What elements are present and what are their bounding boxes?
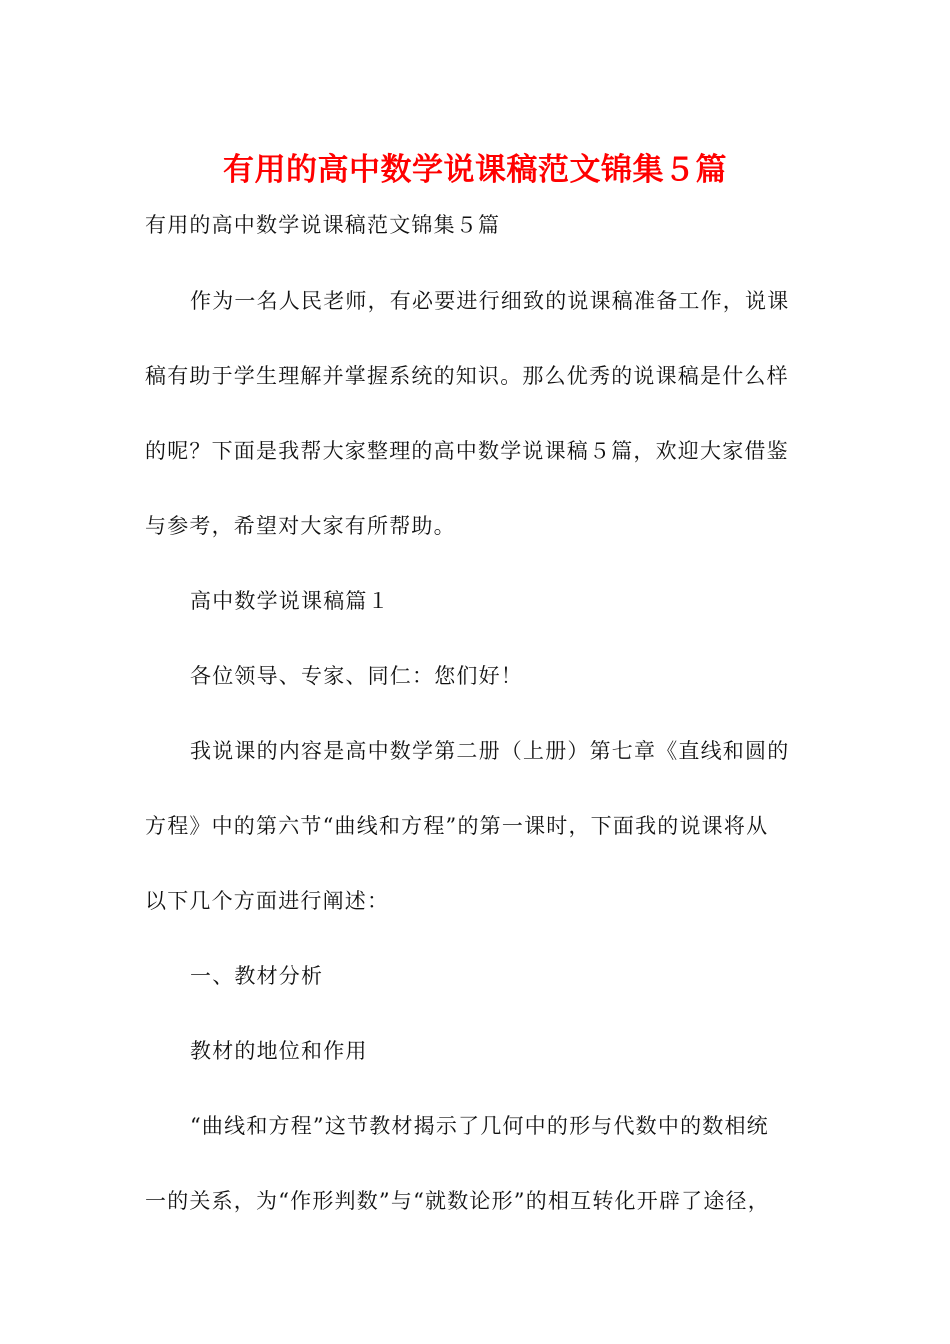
paragraph-line: 方程》中的第六节“曲线和方程”的第一课时，下面我的说课将从 bbox=[145, 814, 769, 838]
section-heading: 一、教材分析 bbox=[190, 964, 324, 988]
section-heading: 高中数学说课稿篇１ bbox=[190, 589, 390, 613]
paragraph-line: 与参考，希望对大家有所帮助。 bbox=[145, 514, 456, 538]
paragraph-line: 我说课的内容是高中数学第二册（上册）第七章《直线和圆的 bbox=[190, 739, 790, 763]
paragraph-line: 的呢？下面是我帮大家整理的高中数学说课稿５篇，欢迎大家借鉴 bbox=[145, 439, 789, 463]
paragraph-line: 以下几个方面进行阐述： bbox=[145, 889, 390, 913]
paragraph-line: “曲线和方程”这节教材揭示了几何中的形与代数中的数相统 bbox=[190, 1114, 769, 1138]
subsection-heading: 教材的地位和作用 bbox=[190, 1039, 368, 1063]
paragraph-line: 作为一名人民老师，有必要进行细致的说课稿准备工作，说课 bbox=[190, 289, 790, 313]
paragraph-line: 稿有助于学生理解并掌握系统的知识。那么优秀的说课稿是什么样 bbox=[145, 364, 789, 388]
paragraph-line: 一的关系，为“作形判数”与“就数论形”的相互转化开辟了途径， bbox=[145, 1189, 770, 1213]
subtitle-line: 有用的高中数学说课稿范文锦集５篇 bbox=[145, 213, 501, 237]
greeting-line: 各位领导、专家、同仁：您们好！ bbox=[190, 664, 523, 688]
document-title: 有用的高中数学说课稿范文锦集５篇 bbox=[223, 152, 727, 188]
